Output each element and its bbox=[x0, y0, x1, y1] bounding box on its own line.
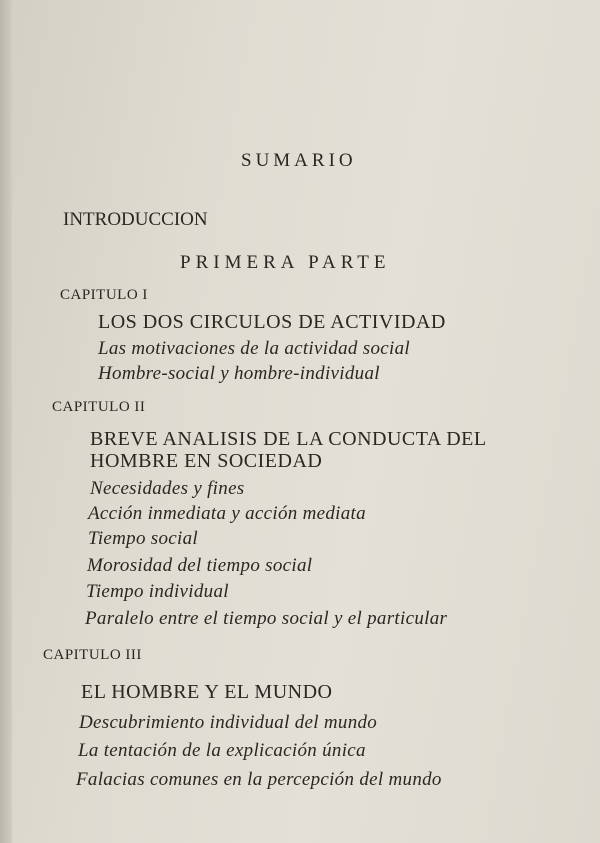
chapter-2-item-4: Morosidad del tiempo social bbox=[87, 555, 313, 576]
chapter-2-item-1: Necesidades y fines bbox=[90, 478, 245, 499]
chapter-3-heading: EL HOMBRE Y EL MUNDO bbox=[81, 681, 333, 703]
introduccion-entry: INTRODUCCION bbox=[63, 209, 208, 230]
chapter-3-item-3: Falacias comunes en la percepción del mundo bbox=[76, 769, 442, 790]
chapter-2-item-6: Paralelo entre el tiempo social y el particular bbox=[85, 608, 448, 629]
chapter-2-heading-line-1: BREVE ANALISIS DE LA CONDUCTA DEL bbox=[90, 428, 487, 450]
chapter-3-item-2: La tentación de la explicación única bbox=[78, 740, 366, 761]
chapter-2-label: CAPITULO II bbox=[52, 399, 146, 415]
part-heading: PRIMERA PARTE bbox=[180, 252, 391, 273]
chapter-1-item-1: Las motivaciones de la actividad social bbox=[98, 338, 410, 359]
chapter-2-item-5: Tiempo individual bbox=[86, 581, 229, 602]
chapter-3-item-1: Descubrimiento individual del mundo bbox=[79, 712, 378, 733]
chapter-2-heading-line-2: HOMBRE EN SOCIEDAD bbox=[90, 450, 323, 472]
chapter-3-label: CAPITULO III bbox=[43, 647, 142, 663]
chapter-1-label: CAPITULO I bbox=[60, 287, 148, 303]
chapter-1-heading: LOS DOS CIRCULOS DE ACTIVIDAD bbox=[98, 311, 446, 333]
chapter-1-item-2: Hombre-social y hombre-individual bbox=[98, 363, 380, 384]
page-title: SUMARIO bbox=[241, 150, 357, 171]
chapter-2-item-3: Tiempo social bbox=[88, 528, 198, 549]
page-spine-shadow bbox=[0, 0, 12, 843]
chapter-2-item-2: Acción inmediata y acción mediata bbox=[88, 503, 366, 524]
